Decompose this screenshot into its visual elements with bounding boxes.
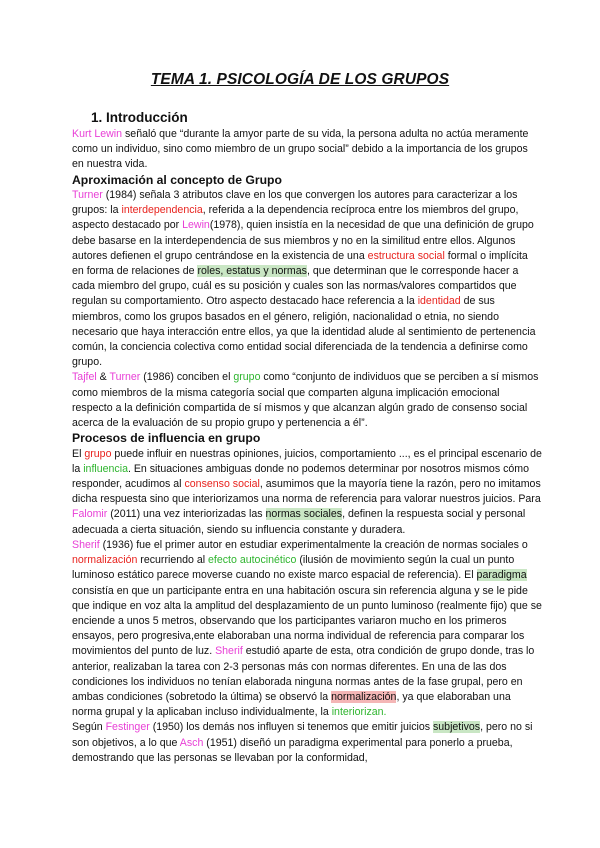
paragraph-text: , definen la respuesta social y personal adecuada a cierta situación, siendo su influencia constante y duradera. <box>72 508 526 536</box>
aproximacion-paragraph-1 <box>72 188 542 370</box>
procesos-paragraph-3 <box>72 720 542 766</box>
paragraph-text: El <box>72 447 85 460</box>
key-term: efecto autocinético <box>208 554 297 567</box>
paragraph-text: (1978), quien insistía en la necesidad de que una definición de grupo debe basarse en la interdependencia de sus miembros y no en la similitud entre ellos. Algunos autores defienen el grupo centrándose en la existencia de una <box>72 219 534 262</box>
section-heading-introduccion: 1. Introducción <box>91 110 188 125</box>
procesos-paragraph-2 <box>72 538 542 720</box>
author-name: Festinger <box>105 721 150 734</box>
paragraph-text: formal o implícita en forma de relaciones de <box>72 249 528 278</box>
key-term: estructura social <box>367 249 445 262</box>
subheading-procesos: Procesos de influencia en grupo <box>72 431 261 446</box>
key-term: identidad <box>417 295 461 308</box>
paragraph-text: como “conjunto de individuos que se perciben a sí mismos como miembros de la misma categoría social que comparten alguna implicación emocional respecto a la definición compartida de sí mismos y que alcanzan algún grado de consenso social acerca de la evaluación de su propio grupo y pertenencia a él”. <box>72 371 539 430</box>
highlighted-term: normas sociales <box>265 508 343 521</box>
author-name: Kurt Lewin <box>72 128 123 140</box>
author-name: Turner <box>72 189 103 202</box>
subheading-aproximacion: Aproximación al concepto de Grupo <box>72 172 282 187</box>
paragraph-text: señaló que “durante la amyor parte de su vida, la persona adulta no actúa meramente como un individuo, sino como miembro de un grupo social” debido a la importancia de los grupos en nuestra vida. <box>72 128 529 171</box>
highlighted-term: normalización <box>331 690 397 703</box>
paragraph-text: (ilusión de movimiento según la cual un punto luminoso estático parece moverse cuando no existe marco espacial de referencia). El <box>72 554 515 582</box>
paragraph-text: (1986) conciben el <box>140 371 234 384</box>
highlighted-term: paradigma <box>476 569 527 582</box>
procesos-paragraph-1 <box>72 447 542 538</box>
key-term: influencia <box>83 462 128 475</box>
key-term: grupo <box>84 447 112 460</box>
key-term: consenso social <box>184 478 260 491</box>
key-term: normalización <box>72 554 138 567</box>
paragraph-text: de sus miembros, como los grupos basados en el género, religión, nacionalidad o etnia, no siendo necesario que haya interacción entre ellos, ya que la identidad alude al sentimiento de pertenencia común, la conciencia colectiva como entidad social diferenciada de la tendencia a definirse como grupo. <box>72 295 536 369</box>
document-body <box>72 127 542 766</box>
paragraph-text: , pero no si son objetivos, a lo que <box>72 721 533 749</box>
paragraph-text: (1984) señala 3 atributos clave en los que convergen los autores para caracterizar a los grupos: la <box>72 189 518 217</box>
paragraph-text: estudió aparte de esta, otra condición de grupo donde, tras lo anterior, realizaban la tarea con 2-3 personas más con normas diferentes. En una de las dos condiciones los individuos no tenían elaborada ninguna normas antes de la fase grupal, pero en ambas condiciones (sobretodo la última) se observó la <box>72 645 535 703</box>
aproximacion-paragraph-2 <box>72 370 542 431</box>
author-name: Falomir <box>72 508 108 521</box>
paragraph-text: , que determinan que le corresponde hacer a cada miembro del grupo, cuál es su posición y cuales son las normas/valores compartidos que regulan su comportamiento. Otro aspecto destacado hace referencia a la <box>72 265 519 308</box>
paragraph-text: (1936) fue el primer autor en estudiar experimentalmente la creación de normas sociales o <box>99 538 528 551</box>
highlighted-term: roles, estatus y normas <box>197 265 307 278</box>
intro-paragraph <box>72 127 542 173</box>
paragraph-text: Según <box>72 721 106 734</box>
key-term: interdependencia <box>121 204 203 217</box>
author-name: Sherif <box>72 538 100 551</box>
paragraph-text: consistía en que un participante entra en una habitación oscura sin referencia alguna y se le pide que indique en voz alta la amplitud del desplazamiento de un punto luminoso (realmente fijo) que se enciende a unos 5 metros, observando que los participantes variaron mucho en los primeros ensayos, pero progresiva,ente elaboraban una norma individual de referencia para comparar los movimientos del punto de luz. <box>72 584 542 658</box>
author-name: Sherif <box>215 645 243 658</box>
paragraph-text: , referida a la dependencia recíproca entre los miembros del grupo, aspecto destacado por <box>72 204 519 232</box>
author-name: Turner <box>109 371 141 384</box>
paragraph-text: , ya que elaboraban una norma grupal y la aplicaban incluso individualmente, la <box>72 690 511 719</box>
paragraph-text: (1951) diseñó un paradigma experimental para ponerlo a prueba, demostrando que las personas se llevaban por la conformidad, <box>72 736 513 764</box>
paragraph-text: puede influir en nuestras opiniones, juicios, comportamiento ..., es el principal escenario de la <box>72 447 542 475</box>
author-name: Lewin <box>182 219 210 232</box>
paragraph-text: , asumimos que la mayoría tiene la razón, pero no imitamos dicha respuesta sino que interiorizamos una norma de referencia para valorar nuestros juicios. Para <box>72 478 541 506</box>
highlighted-term: subjetivos <box>432 721 481 734</box>
paragraph-text: & <box>96 371 110 384</box>
paragraph-text: (1950) los demás nos influyen si tenemos que emitir juicios <box>149 721 433 734</box>
paragraph-text: (2011) una vez interiorizadas las <box>107 508 266 521</box>
paragraph-text: recurriendo al <box>137 554 209 567</box>
author-name: Tajfel <box>72 371 97 384</box>
key-term: interiorizan. <box>331 706 387 719</box>
key-term: grupo <box>233 371 261 384</box>
document-title: TEMA 1. PSICOLOGÍA DE LOS GRUPOS <box>150 71 450 88</box>
paragraph-text: . En situaciones ambiguas donde no podemos determinar por nosotros mismos cómo responder, acudimos al <box>72 462 529 491</box>
author-name: Asch <box>179 736 204 749</box>
